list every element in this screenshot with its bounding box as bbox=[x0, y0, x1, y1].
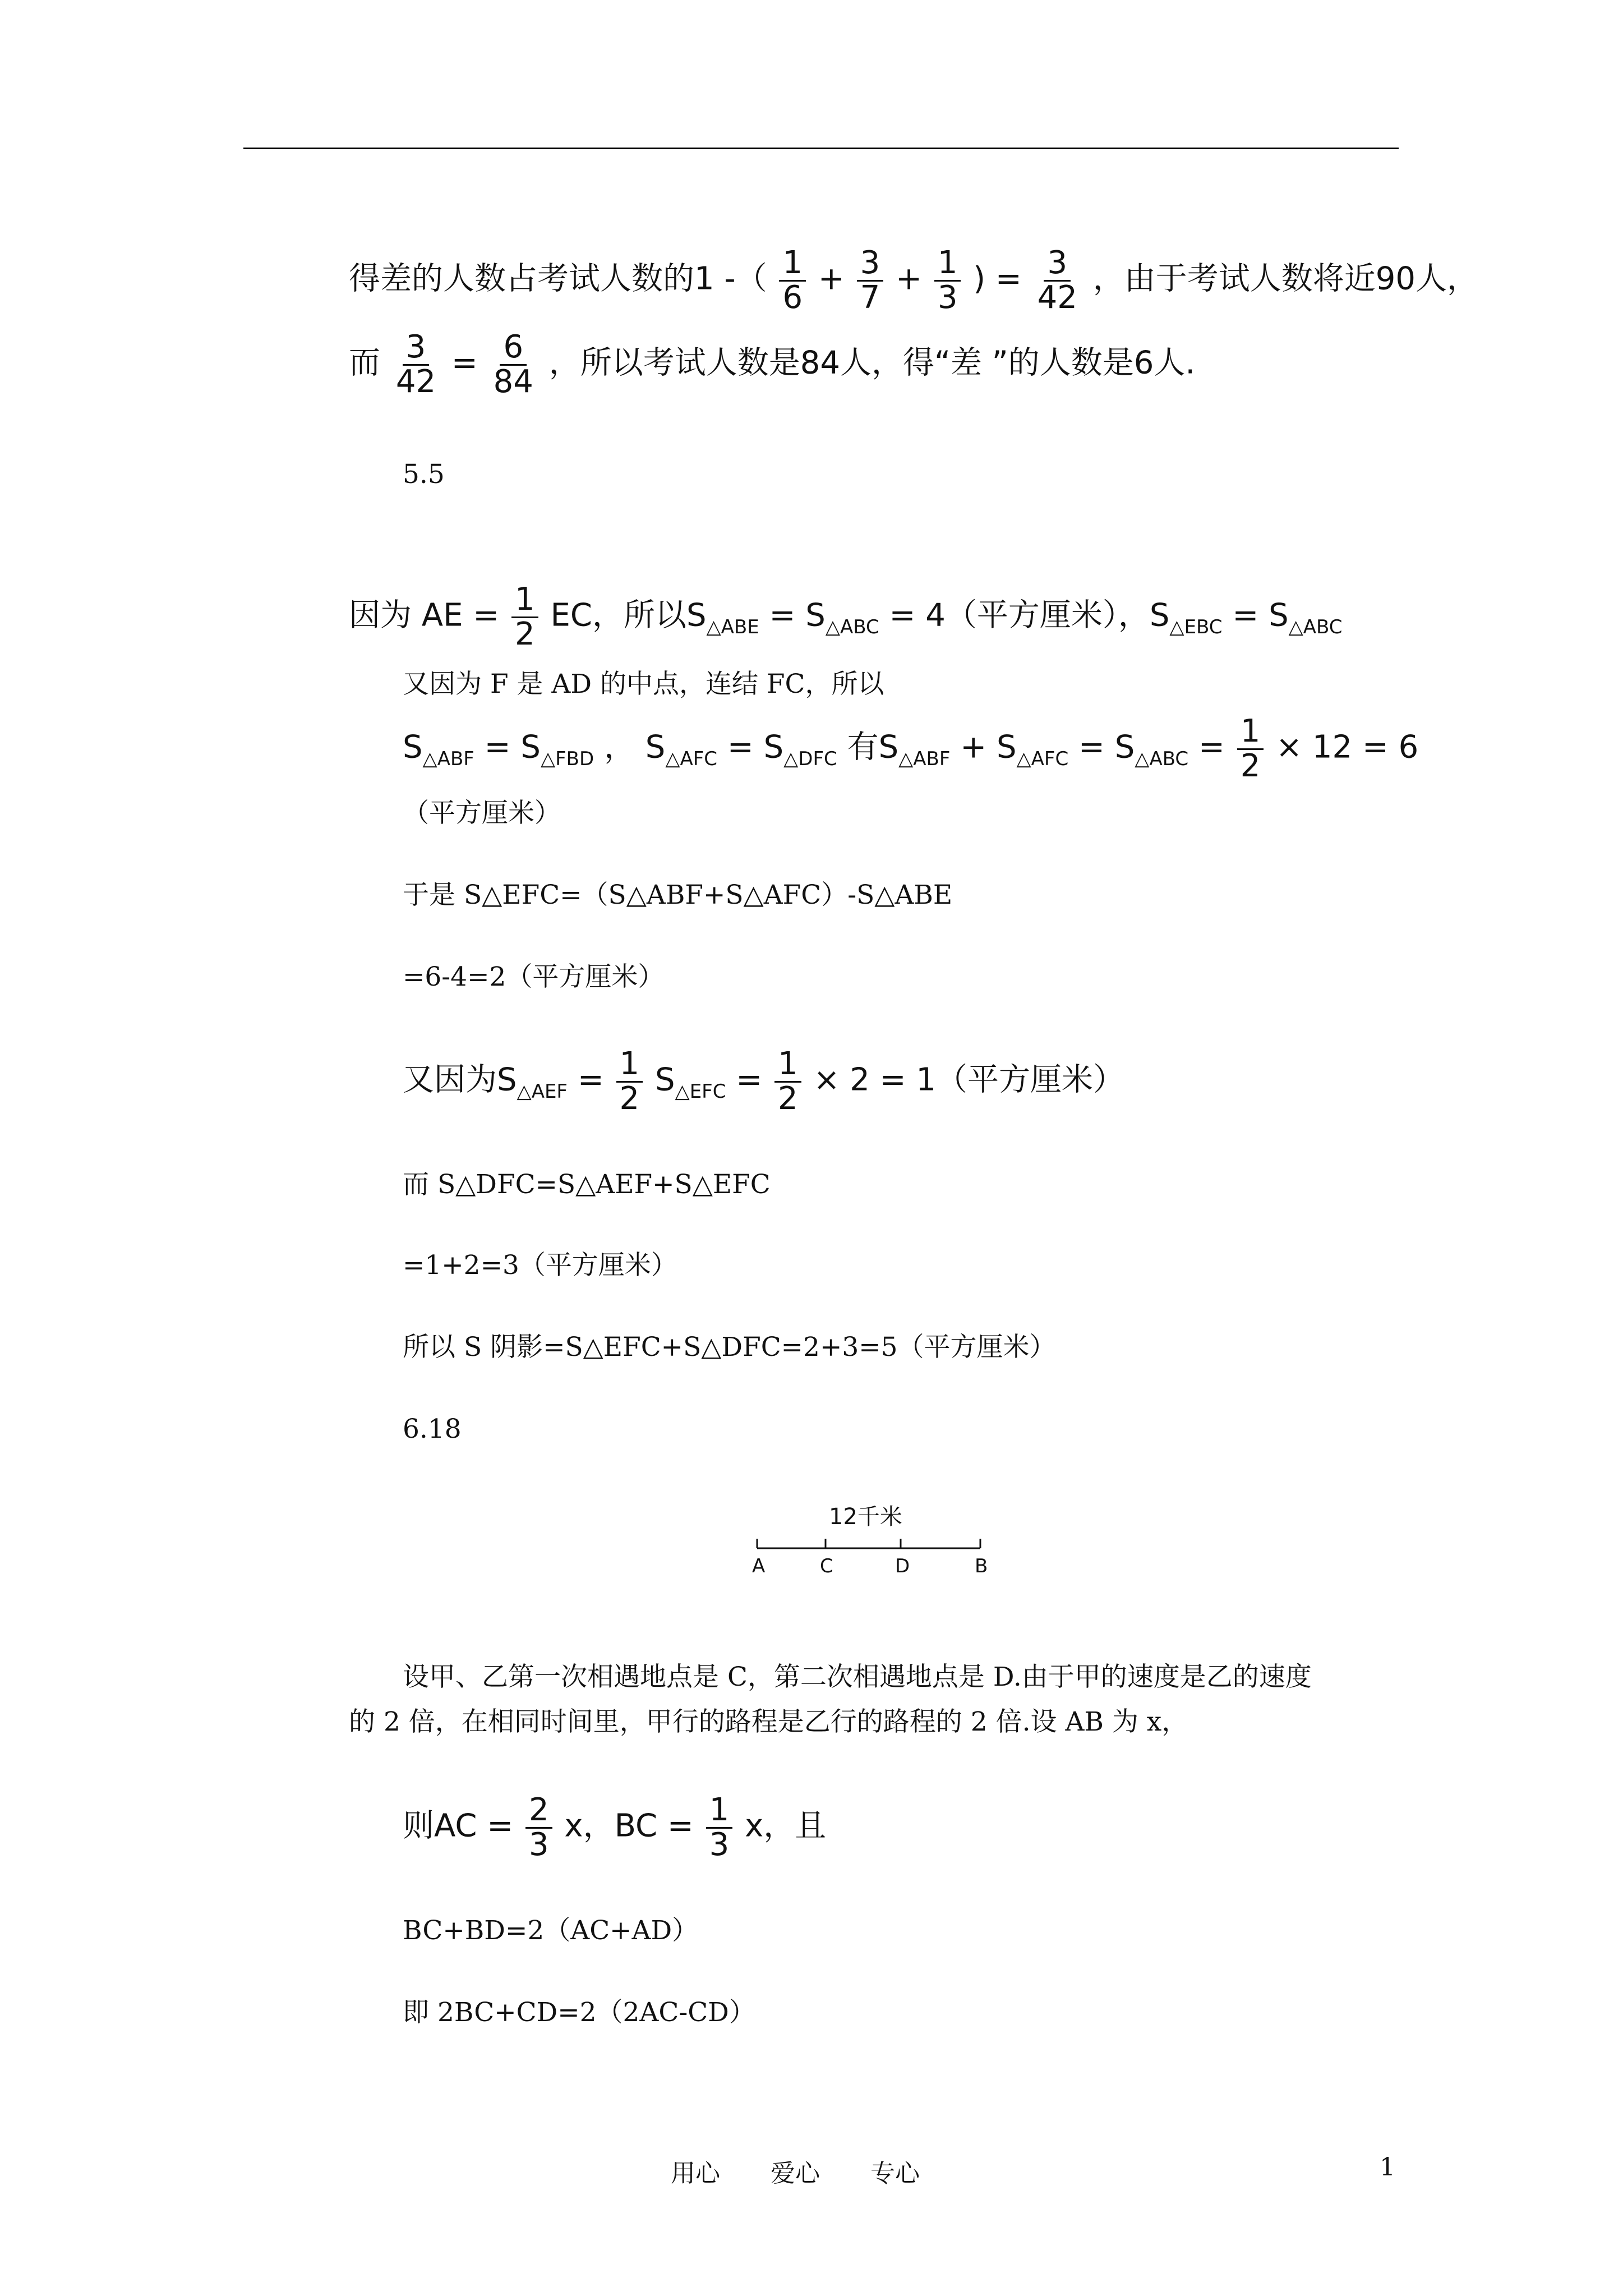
point-label-c: C bbox=[820, 1555, 833, 1577]
answer-6-heading: 6.18 bbox=[403, 1414, 462, 1444]
footer-motto-2: 爱心 bbox=[771, 2159, 820, 2188]
line-area-equalities: $S_{\triangle ABF} = S_{\triangle FBD}$ ， $S_{\triangle AFC} = S_{\triangle DFC}$ 有$S_{\triangle ABF} + S_{\triangle AFC} = S_{\triangle ABC}$ = $\frac{1}{2}$ × 12 = 6 bbox=[403, 713, 1419, 784]
line-f-midpoint: 又因为 F 是 AD 的中点，连结 FC，所以 bbox=[403, 669, 884, 700]
line-shadow-area: 所以 S 阴影=S△EFC+S△DFC=2+3=5（平方厘米） bbox=[403, 1332, 1056, 1363]
footer-motto-1: 用心 bbox=[671, 2159, 720, 2188]
line-bc-bd: BC+BD=2（AC+AD） bbox=[403, 1915, 699, 1946]
line-because-ae: 因为 AE = $\frac{1}{2}$ EC，所以$S_{\triangle ABE} = S_{\triangle ABC} = 4$（平方厘米），$S_{\triangle EBC} = S_{\triangle ABC}$ bbox=[349, 581, 1343, 652]
segment-diagram bbox=[740, 1495, 998, 1585]
fraction-1-6: $\frac{1}{6}$ bbox=[779, 247, 806, 315]
fraction-3-7: $\frac{3}{7}$ bbox=[857, 247, 884, 315]
header-rule bbox=[243, 148, 1399, 149]
line-calc-2: =1+2=3（平方厘米） bbox=[403, 1250, 677, 1281]
fraction-1-3: $\frac{1}{3}$ bbox=[706, 1794, 733, 1862]
answer-5-heading: 5.5 bbox=[403, 459, 445, 490]
line-dfc: 而 S△DFC=S△AEF+S△EFC bbox=[403, 1169, 771, 1200]
line-aef: 又因为$S_{\triangle AEF}$ = $\frac{1}{2}$ $S_{\triangle EFC}$ = $\frac{1}{2}$ × 2 = 1（平方厘米） bbox=[403, 1046, 1124, 1117]
fraction-1-3: $\frac{1}{3}$ bbox=[934, 247, 961, 315]
fraction-6-84: $\frac{6}{84}$ bbox=[493, 329, 533, 400]
fraction-1-2: $\frac{1}{2}$ bbox=[511, 583, 538, 651]
page-number: 1 bbox=[1380, 2153, 1395, 2182]
fraction-1-2: $\frac{1}{2}$ bbox=[1237, 715, 1264, 783]
line-calc-1: =6-4=2（平方厘米） bbox=[403, 961, 665, 992]
point-label-b: B bbox=[975, 1555, 988, 1577]
para-diff-ratio: 得差的人数占考试人数的1 -（ $\frac{1}{6}$ + $\frac{3}{7}$ + $\frac{1}{3}$ ) = $\frac{3}{42}$ ，由于考试人数将近90人， bbox=[349, 245, 1479, 316]
para-meet-line-2: 的 2 倍，在相同时间里，甲行的路程是乙行的路程的 2 倍.设 AB 为 x， bbox=[349, 1706, 1188, 1737]
fraction-3-42: $\frac{3}{42}$ bbox=[1037, 245, 1077, 316]
line-then-ac-bc: 则AC = $\frac{2}{3}$ x，BC = $\frac{1}{3}$ x，且 bbox=[403, 1792, 827, 1863]
fraction-2-3: $\frac{2}{3}$ bbox=[525, 1794, 552, 1862]
distance-label: 12千米 bbox=[829, 1504, 902, 1530]
fraction-3-42: $\frac{3}{42}$ bbox=[395, 329, 436, 400]
footer-motto-3: 专心 bbox=[870, 2159, 920, 2188]
point-label-a: A bbox=[752, 1555, 766, 1577]
point-label-d: D bbox=[895, 1555, 910, 1577]
unit-line: （平方厘米） bbox=[403, 798, 561, 829]
para-meet-line-1: 设甲、乙第一次相遇地点是 C，第二次相遇地点是 D.由于甲的速度是乙的速度 bbox=[403, 1662, 1312, 1692]
fraction-1-2: $\frac{1}{2}$ bbox=[774, 1048, 801, 1116]
para-exam-count: 而 $\frac{3}{42}$ = $\frac{6}{84}$ ，所以考试人数是84人，得“差 ”的人数是6人. bbox=[349, 329, 1196, 400]
fraction-1-2: $\frac{1}{2}$ bbox=[616, 1048, 643, 1116]
line-efc: 于是 S△EFC=（S△ABF+S△AFC）-S△ABE bbox=[403, 880, 953, 910]
line-ji: 即 2BC+CD=2（2AC-CD） bbox=[403, 1997, 755, 2028]
